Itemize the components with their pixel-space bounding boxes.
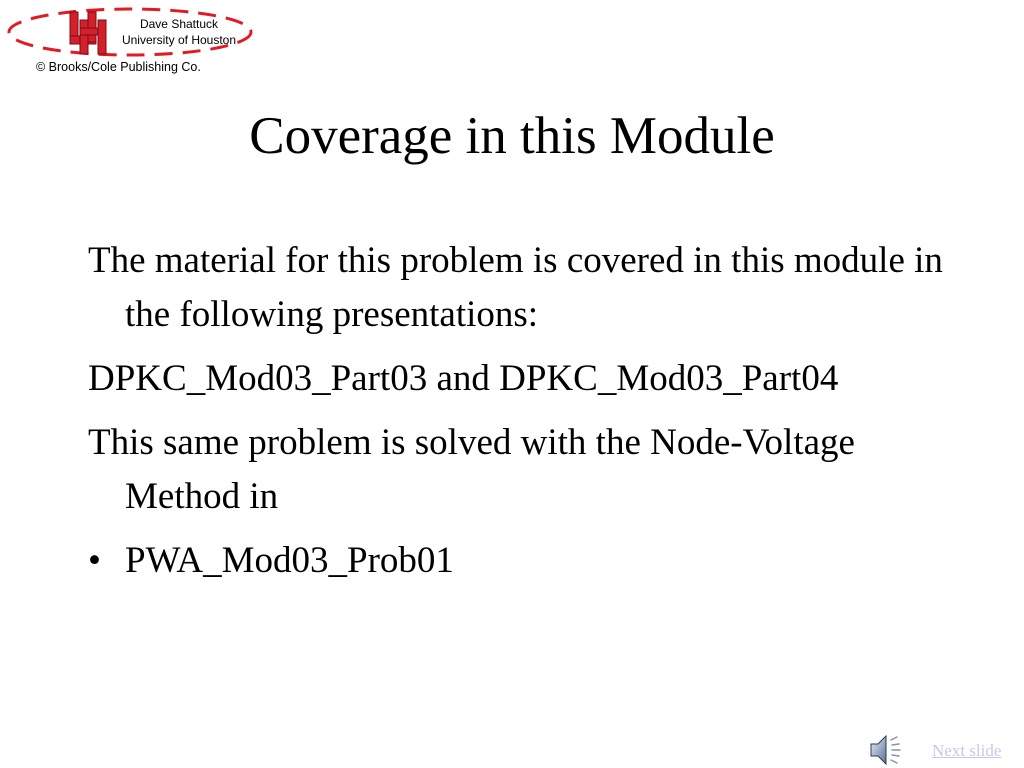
slide-body xyxy=(88,234,948,588)
uh-logo-icon xyxy=(68,10,108,56)
header-logo-block xyxy=(0,0,260,82)
bullet-text: PWA_Mod03_Prob01 xyxy=(125,540,454,581)
bullet-mark: • xyxy=(88,540,101,581)
author-institution: University of Houston xyxy=(121,33,237,47)
next-slide-link[interactable]: Next slide xyxy=(932,741,1002,760)
bullet-item xyxy=(88,534,948,588)
author-credit xyxy=(104,16,254,48)
body-paragraph: This same problem is solved with the Node-Voltage Method in xyxy=(88,422,855,517)
copyright-notice: © Brooks/Cole Publishing Co. xyxy=(36,60,201,74)
body-paragraph: The material for this problem is covered in this module in the following presentations: xyxy=(88,240,943,335)
author-name: Dave Shattuck xyxy=(139,17,219,31)
body-paragraph: DPKC_Mod03_Part03 and DPKC_Mod03_Part04 xyxy=(88,358,839,399)
slide-title: Coverage in this Module xyxy=(249,107,775,165)
speaker-icon[interactable] xyxy=(868,732,906,768)
